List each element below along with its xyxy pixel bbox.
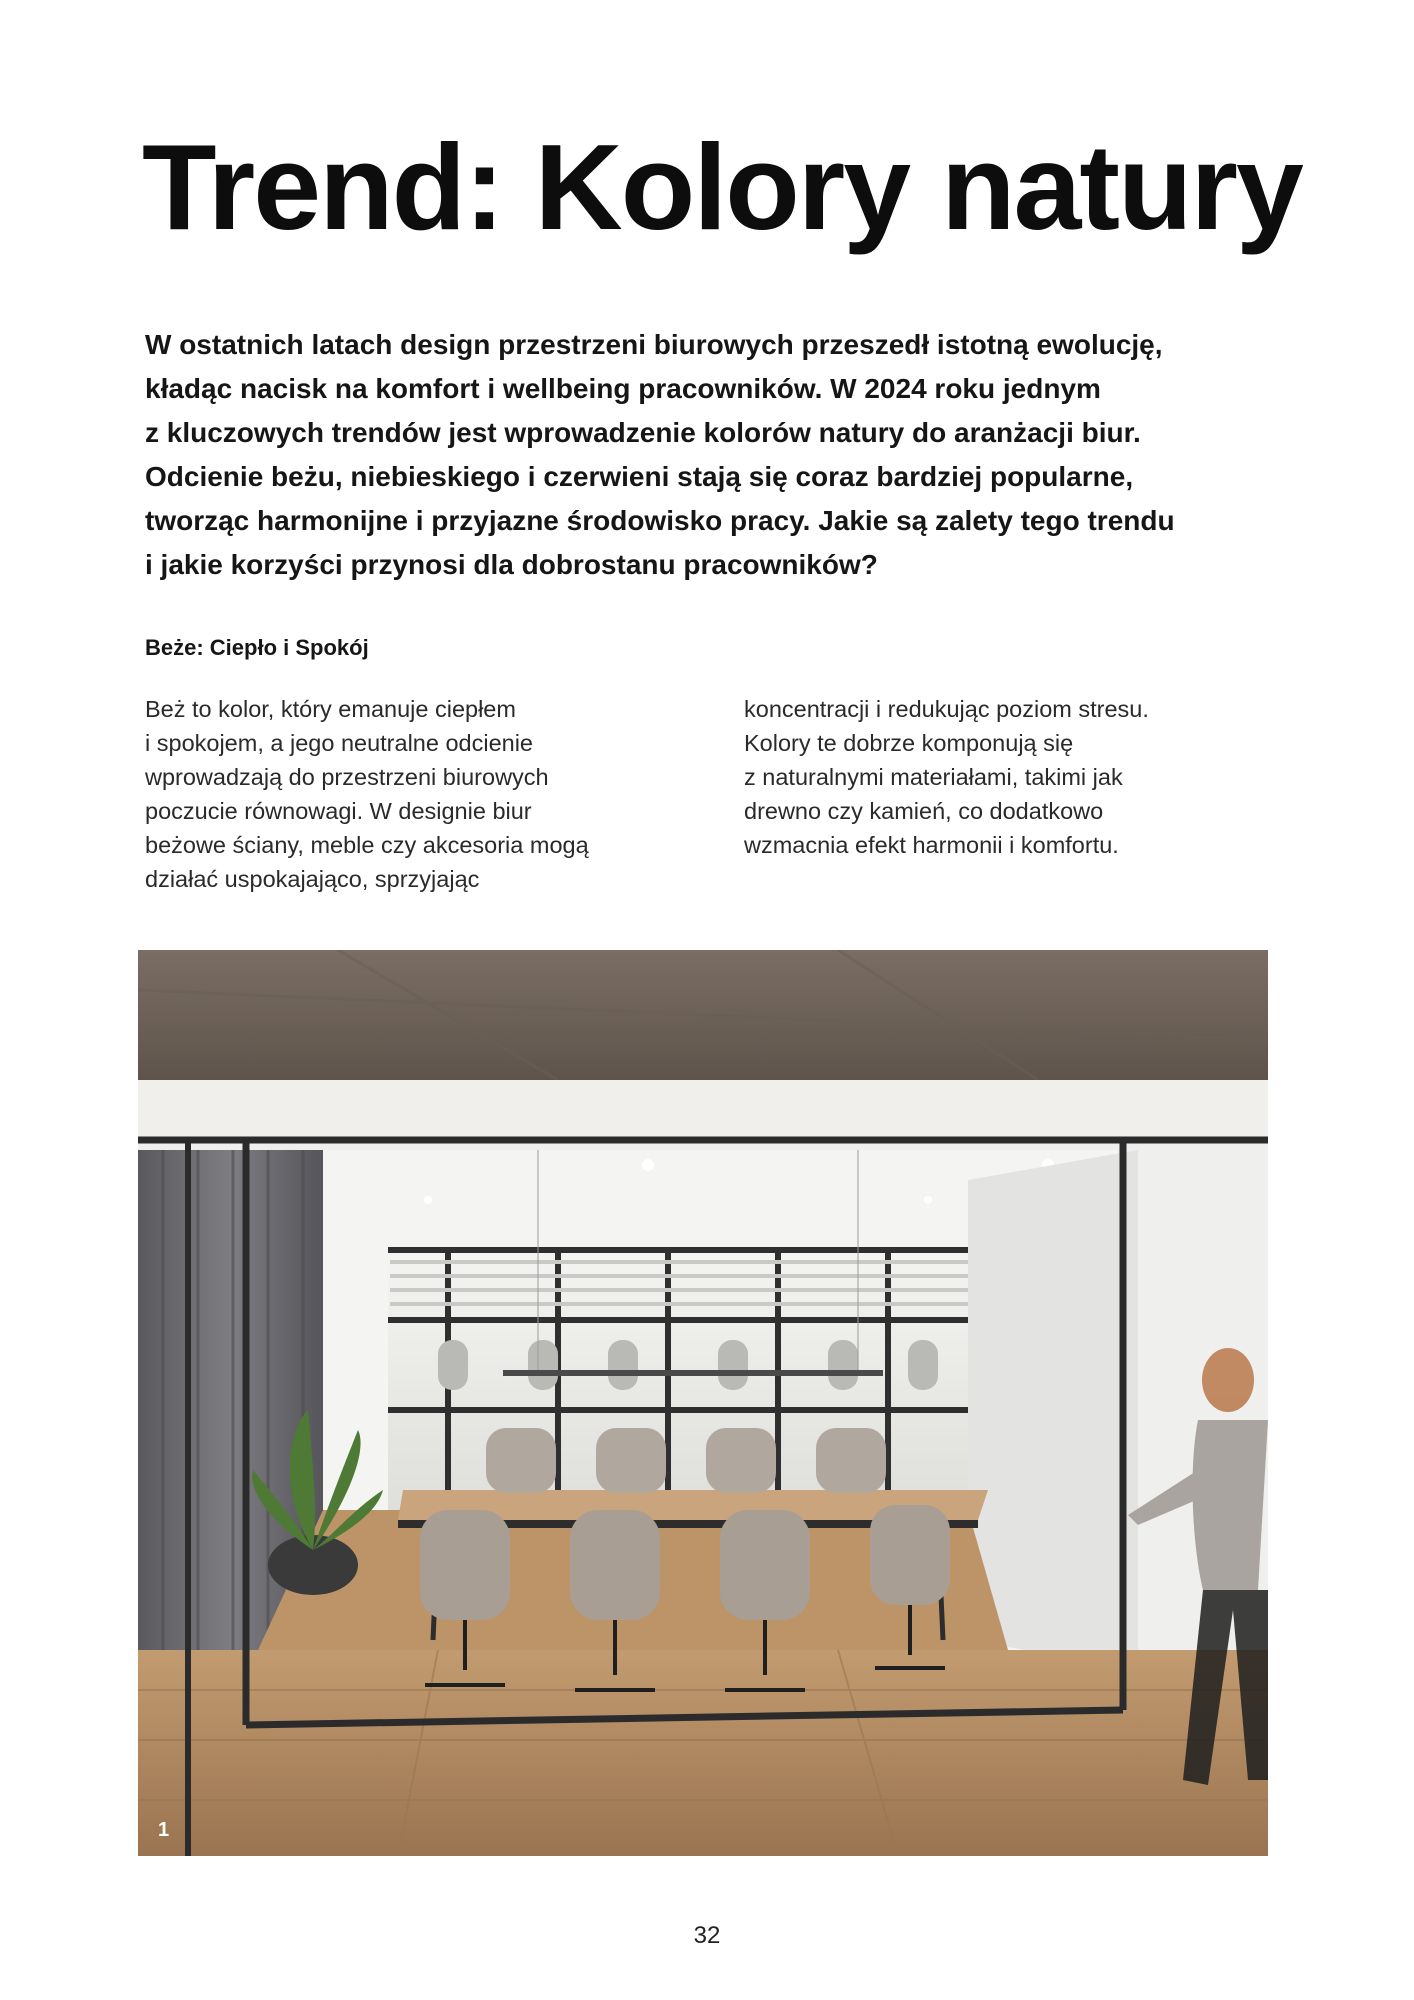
body-column-left	[145, 692, 685, 896]
section-heading: Beże: Ciepło i Spokój	[145, 635, 369, 660]
body-line: z naturalnymi materiałami, takimi jak	[744, 764, 1123, 790]
body-line: Beż to kolor, który emanuje ciepłem	[145, 696, 516, 722]
page-number: 32	[693, 1922, 721, 1949]
page-title: Trend: Kolory natury	[142, 119, 1302, 255]
lead-line: Odcienie beżu, niebieskiego i czerwieni stają się coraz bardziej popularne,	[145, 461, 1134, 492]
body-line: beżowe ściany, meble czy akcesoria mogą	[145, 832, 589, 858]
photo-number: 1	[158, 1819, 170, 1841]
meeting-room-illustration	[138, 950, 1268, 1856]
body-line: koncentracji i redukując poziom stresu.	[744, 696, 1149, 722]
lead-line: W ostatnich latach design przestrzeni biurowych przeszedł istotną ewolucję,	[145, 329, 1163, 360]
office-meeting-room-photo	[138, 950, 1268, 1856]
body-line: i spokojem, a jego neutralne odcienie	[145, 730, 534, 756]
lead-line: kładąc nacisk na komfort i wellbeing pracowników. W 2024 roku jednym	[145, 373, 1101, 404]
body-line: działać uspokajająco, sprzyjając	[145, 866, 480, 892]
lead-line: i jakie korzyści przynosi dla dobrostanu pracowników?	[145, 549, 878, 580]
body-line: wprowadzają do przestrzeni biurowych	[145, 764, 549, 790]
body-column-right	[744, 692, 1284, 862]
body-line: drewno czy kamień, co dodatkowo	[744, 798, 1104, 824]
lead-line: z kluczowych trendów jest wprowadzenie kolorów natury do aranżacji biur.	[145, 417, 1141, 448]
body-line: Kolory te dobrze komponują się	[744, 730, 1074, 756]
body-line: wzmacnia efekt harmonii i komfortu.	[744, 832, 1119, 858]
body-line: poczucie równowagi. W designie biur	[145, 798, 532, 824]
lead-paragraph	[145, 323, 1295, 587]
lead-line: tworząc harmonijne i przyjazne środowisko pracy. Jakie są zalety tego trendu	[145, 505, 1175, 536]
